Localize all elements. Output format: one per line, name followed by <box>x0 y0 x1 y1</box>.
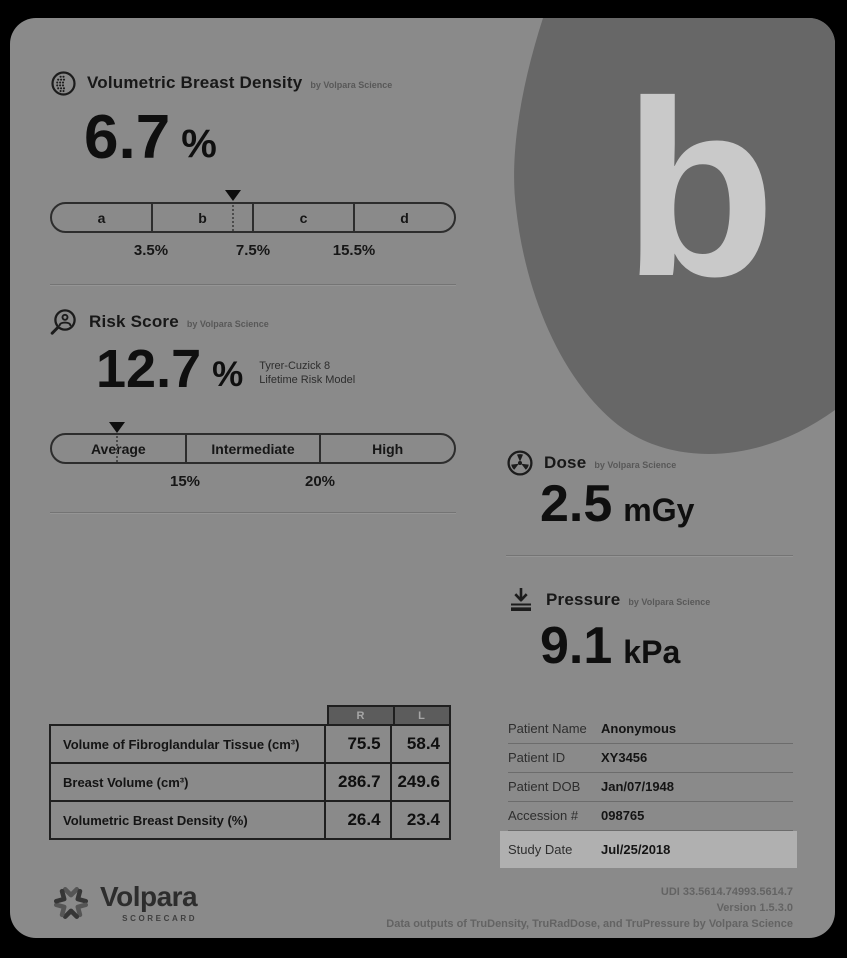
udi-text: UDI 33.5614.74993.5614.7 <box>660 886 793 898</box>
dose-icon <box>506 449 534 477</box>
risk-marker-line <box>116 436 118 462</box>
risk-title: Risk Score <box>89 312 179 331</box>
measurements-table <box>49 705 451 840</box>
measurements-table-body <box>49 724 451 840</box>
row-value-r: 75.5 <box>326 726 391 762</box>
dose-unit: mGy <box>623 491 695 528</box>
density-icon <box>50 70 77 97</box>
density-tick-2: 7.5% <box>235 242 271 259</box>
density-segment-d: d <box>400 209 409 226</box>
dose-byline: by Volpara Science <box>594 460 677 470</box>
row-value-r: 26.4 <box>326 802 391 838</box>
dose-header <box>506 448 676 478</box>
row-value-l: 249.6 <box>397 772 440 791</box>
dose-value-row <box>540 475 695 533</box>
risk-tick-2: 20% <box>304 473 336 490</box>
scorecard <box>10 18 835 938</box>
table-row <box>51 802 449 838</box>
patient-value: XY3456 <box>601 750 648 765</box>
row-label: Volume of Fibroglandular Tissue (cm³) <box>51 726 326 762</box>
patient-value: Jul/25/2018 <box>601 842 671 857</box>
pressure-icon <box>506 585 536 615</box>
risk-segment-high: High <box>372 440 404 457</box>
patient-row-study-date <box>500 831 797 868</box>
separator <box>50 512 456 514</box>
risk-tick-1: 15% <box>169 473 201 490</box>
patient-value: Jan/07/1948 <box>601 779 675 794</box>
row-value-r: 286.7 <box>326 764 391 800</box>
brand-product: SCORECARD <box>122 913 198 923</box>
separator <box>50 284 456 286</box>
risk-value: 12.7 <box>96 339 202 399</box>
patient-label: Patient Name <box>508 721 587 736</box>
risk-model-line2: Lifetime Risk Model <box>259 374 356 387</box>
density-scale-bar <box>50 202 456 233</box>
dose-value: 2.5 <box>540 475 613 533</box>
table-row <box>51 764 449 802</box>
patient-label: Patient ID <box>508 750 566 765</box>
pressure-title: Pressure <box>546 590 621 609</box>
patient-row <box>508 743 793 773</box>
row-value-l: 23.4 <box>406 810 440 829</box>
risk-segment-intermediate: Intermediate <box>187 435 322 462</box>
pressure-header <box>506 584 710 616</box>
density-segment-b: b <box>153 204 254 231</box>
brand-name: Volpara <box>100 881 198 912</box>
table-row <box>51 726 449 764</box>
density-unit: % <box>181 122 217 167</box>
patient-label: Patient DOB <box>508 779 581 794</box>
density-tick-3: 15.5% <box>332 242 376 259</box>
pressure-value: 9.1 <box>540 617 613 675</box>
separator <box>506 555 793 557</box>
density-byline: by Volpara Science <box>310 80 393 90</box>
pressure-unit: kPa <box>623 633 681 670</box>
density-value-row <box>84 103 217 172</box>
pressure-byline: by Volpara Science <box>628 597 711 607</box>
density-marker-icon <box>225 190 241 201</box>
footer-meta <box>386 884 793 932</box>
risk-icon <box>48 307 79 338</box>
density-marker-line <box>232 205 234 231</box>
patient-row <box>508 772 793 802</box>
density-title: Volumetric Breast Density <box>87 73 303 92</box>
risk-scale-bar <box>50 433 456 464</box>
risk-header <box>48 306 269 338</box>
density-grade-watermark: b <box>623 49 776 328</box>
risk-model-line1: Tyrer-Cuzick 8 <box>259 360 331 373</box>
volpara-logo <box>50 882 197 924</box>
risk-model-note <box>259 359 355 387</box>
patient-row <box>508 714 793 744</box>
column-header-right: R <box>327 705 393 724</box>
measurements-table-header <box>327 705 451 724</box>
risk-unit: % <box>212 354 244 394</box>
risk-value-row <box>96 339 356 399</box>
risk-byline: by Volpara Science <box>186 319 269 329</box>
dose-title: Dose <box>544 453 587 472</box>
row-label: Volumetric Breast Density (%) <box>51 802 326 838</box>
patient-row <box>508 801 793 831</box>
risk-segment-average: Average <box>52 435 187 462</box>
volpara-mark-icon <box>50 882 92 924</box>
row-value-l: 58.4 <box>406 734 440 753</box>
density-segment-c: c <box>254 204 355 231</box>
row-label: Breast Volume (cm³) <box>51 764 326 800</box>
density-value: 6.7 <box>84 103 171 172</box>
attribution-text: Data outputs of TruDensity, TruRadDose, and TruPressure by Volpara Science <box>386 918 793 930</box>
patient-label: Accession # <box>508 808 579 823</box>
column-header-left: L <box>393 705 451 724</box>
density-segment-a: a <box>52 204 153 231</box>
patient-value: 098765 <box>601 808 645 823</box>
density-header <box>50 68 392 98</box>
patient-value: Anonymous <box>601 721 677 736</box>
risk-marker-icon <box>109 422 125 433</box>
pressure-value-row <box>540 617 681 675</box>
patient-label: Study Date <box>508 842 573 857</box>
version-text: Version 1.5.3.0 <box>716 902 793 914</box>
density-tick-1: 3.5% <box>133 242 169 259</box>
